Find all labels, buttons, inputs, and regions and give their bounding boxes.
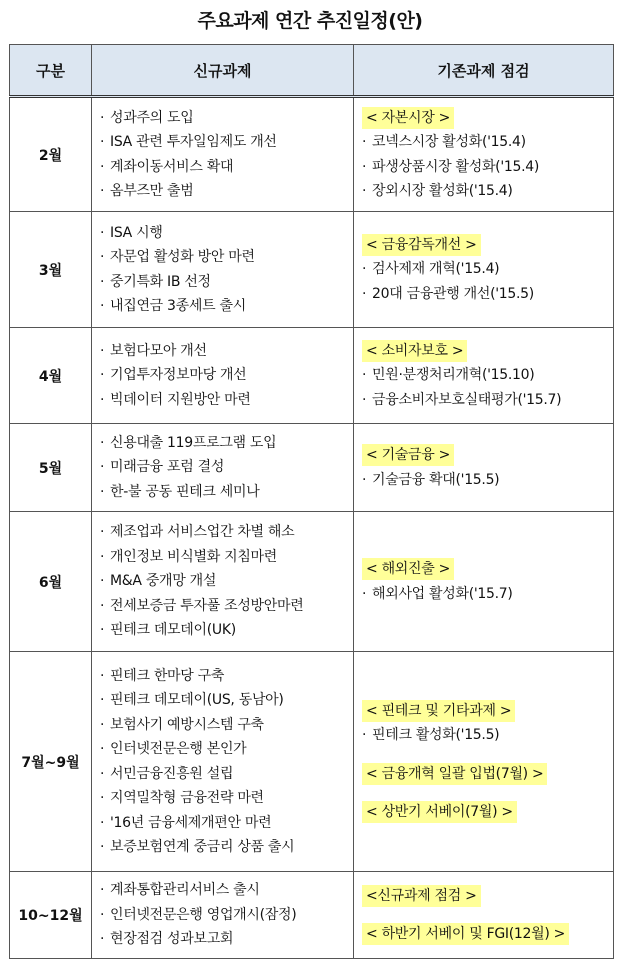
new-task-item (100, 270, 349, 295)
bullet-icon: · (100, 931, 105, 948)
new-tasks-cell (92, 97, 354, 212)
bullet-icon: · (100, 667, 105, 684)
month-cell: 6월 (10, 512, 92, 652)
new-task-text: 한-불 공동 핀테크 세미나 (110, 483, 260, 500)
table-row (10, 97, 614, 212)
bullet-icon: · (100, 524, 105, 541)
new-task-text: 보험다모아 개선 (110, 342, 207, 359)
bullet-icon: · (100, 814, 105, 831)
new-task-text: 핀테크 데모데이(UK) (110, 622, 236, 639)
review-heading-text: < 핀테크 및 기타과제 > (362, 700, 515, 722)
review-item (362, 179, 609, 204)
review-item-text: 코넥스시장 활성화('15.4) (372, 134, 526, 150)
review-item (362, 723, 609, 748)
new-task-text: 계좌이동서비스 확대 (110, 158, 234, 175)
review-item-text: 금융소비자보호실태평가('15.7) (372, 391, 562, 408)
new-task-text: 중기특화 IB 선정 (110, 273, 211, 290)
new-task-text: 보험사기 예방시스템 구축 (110, 716, 264, 733)
new-task-item (100, 388, 349, 413)
new-task-text: 인터넷전문은행 본인가 (110, 741, 247, 757)
bullet-icon: · (100, 109, 105, 126)
new-task-text: ISA 시행 (110, 224, 163, 241)
bullet-icon: · (100, 692, 105, 708)
table-row (10, 212, 614, 328)
new-task-item (100, 903, 349, 928)
review-cell (354, 328, 614, 424)
bullet-icon: · (362, 471, 367, 488)
review-extra-text: < 하반기 서베이 및 FGI(12월) > (362, 923, 569, 945)
review-heading-text: <신규과제 점검 > (362, 885, 481, 907)
bullet-icon: · (100, 483, 105, 500)
new-task-item (100, 569, 349, 594)
new-task-text: 성과주의 도입 (110, 109, 194, 126)
month-cell: 10~12월 (10, 872, 92, 959)
new-task-text: '16년 금융세제개편안 마련 (110, 814, 272, 831)
new-task-text: 서민금융진흥원 설립 (110, 765, 234, 782)
review-item (362, 363, 609, 388)
new-task-item (100, 339, 349, 364)
new-task-text: 핀테크 한마당 구축 (110, 667, 225, 684)
new-task-item (100, 520, 349, 545)
bullet-icon: · (100, 906, 105, 923)
table-row (10, 424, 614, 512)
spacer (362, 786, 609, 800)
new-task-item (100, 155, 349, 180)
new-task-item (100, 878, 349, 903)
new-task-text: 핀테크 데모데이(US, 동남아) (110, 692, 284, 708)
header-category: 구분 (10, 45, 92, 97)
header-existing-review: 기존과제 점검 (354, 45, 614, 97)
review-cell (354, 652, 614, 872)
new-task-item (100, 245, 349, 270)
bullet-icon: · (100, 459, 105, 476)
new-tasks-cell (92, 872, 354, 959)
review-cell (354, 97, 614, 212)
month-cell: 5월 (10, 424, 92, 512)
new-task-text: 옴부즈만 출범 (110, 183, 194, 199)
review-item-text: 검사제재 개혁('15.4) (372, 261, 500, 278)
bullet-icon: · (362, 727, 367, 743)
new-tasks-cell (92, 424, 354, 512)
review-item-text: 핀테크 활성화('15.5) (372, 727, 500, 743)
bullet-icon: · (100, 183, 105, 199)
bullet-icon: · (362, 391, 367, 408)
new-task-item (100, 363, 349, 388)
bullet-icon: · (362, 261, 367, 278)
new-task-text: 제조업과 서비스업간 차별 해소 (110, 524, 295, 541)
new-task-item (100, 737, 349, 762)
review-item (362, 388, 609, 413)
new-task-item (100, 130, 349, 155)
review-item (362, 582, 609, 607)
new-task-text: 계좌통합관리서비스 출시 (110, 882, 260, 899)
bullet-icon: · (100, 434, 105, 451)
new-task-item (100, 811, 349, 836)
new-task-text: 개인정보 비식별화 지침마련 (110, 548, 277, 565)
review-heading (362, 233, 609, 258)
new-task-text: 신용대출 119프로그램 도입 (110, 434, 277, 451)
month-cell: 3월 (10, 212, 92, 328)
new-task-text: 인터넷전문은행 영업개시(잠정) (110, 906, 297, 923)
new-task-text: 빅데이터 지원방안 마련 (110, 391, 251, 408)
table-header-row (10, 45, 614, 97)
review-item-text: 20대 금융관행 개선('15.5) (372, 285, 534, 302)
review-heading (362, 106, 609, 131)
bullet-icon: · (100, 273, 105, 290)
new-tasks-cell (92, 652, 354, 872)
bullet-icon: · (100, 882, 105, 899)
review-heading (362, 699, 609, 724)
review-item-text: 민원·분쟁처리개혁('15.10) (372, 367, 535, 384)
new-task-item (100, 688, 349, 713)
bullet-icon: · (100, 298, 105, 314)
review-cell (354, 212, 614, 328)
bullet-icon: · (100, 741, 105, 757)
bullet-icon: · (362, 585, 367, 602)
month-cell: 4월 (10, 328, 92, 424)
new-task-item (100, 786, 349, 811)
review-item-text: 장외시장 활성화('15.4) (372, 183, 513, 199)
new-task-item (100, 294, 349, 319)
bullet-icon: · (100, 158, 105, 175)
header-new-tasks: 신규과제 (92, 45, 354, 97)
review-heading (362, 557, 609, 582)
new-task-item (100, 545, 349, 570)
bullet-icon: · (362, 183, 367, 199)
review-heading (362, 443, 609, 468)
new-task-text: 보증보험연계 중금리 상품 출시 (110, 839, 295, 855)
schedule-table (9, 44, 614, 959)
new-task-text: 전세보증금 투자풀 조성방안마련 (110, 597, 304, 614)
review-item (362, 257, 609, 282)
review-item (362, 155, 609, 180)
new-task-text: ISA 관련 투자일임제도 개선 (110, 134, 277, 150)
new-task-text: 내집연금 3종세트 출시 (110, 298, 246, 314)
bullet-icon: · (362, 367, 367, 384)
new-task-item (100, 713, 349, 738)
new-task-item (100, 835, 349, 860)
review-heading-text: < 소비자보호 > (362, 340, 467, 362)
review-cell (354, 424, 614, 512)
new-task-item (100, 431, 349, 456)
bullet-icon: · (100, 839, 105, 855)
new-task-text: M&A 중개망 개설 (110, 573, 217, 590)
table-row (10, 872, 614, 959)
spacer (362, 748, 609, 762)
new-task-item (100, 221, 349, 246)
new-tasks-cell (92, 512, 354, 652)
bullet-icon: · (100, 597, 105, 614)
review-heading (362, 339, 609, 364)
new-task-item (100, 927, 349, 952)
new-task-item (100, 594, 349, 619)
review-extra-text: < 금융개혁 일괄 입법(7월) > (362, 763, 547, 785)
bullet-icon: · (362, 158, 367, 175)
review-extra-heading (362, 922, 609, 947)
bullet-icon: · (362, 285, 367, 302)
review-item-text: 해외사업 활성화('15.7) (372, 585, 513, 602)
bullet-icon: · (100, 367, 105, 384)
review-extra-heading (362, 800, 609, 825)
review-item (362, 468, 609, 493)
bullet-icon: · (362, 134, 367, 150)
bullet-icon: · (100, 548, 105, 565)
bullet-icon: · (100, 716, 105, 733)
new-task-text: 미래금융 포럼 결성 (110, 459, 225, 476)
review-heading-text: < 해외진출 > (362, 558, 454, 580)
new-task-item (100, 762, 349, 787)
bullet-icon: · (100, 790, 105, 806)
new-tasks-cell (92, 212, 354, 328)
review-item-text: 기술금융 확대('15.5) (372, 471, 500, 488)
review-heading-text: < 자본시장 > (362, 107, 454, 129)
bullet-icon: · (100, 622, 105, 639)
bullet-icon: · (100, 391, 105, 408)
spacer (362, 908, 609, 922)
table-row (10, 328, 614, 424)
review-cell (354, 512, 614, 652)
table-row (10, 512, 614, 652)
bullet-icon: · (100, 224, 105, 241)
new-task-item (100, 179, 349, 204)
new-tasks-cell (92, 328, 354, 424)
new-task-item (100, 480, 349, 505)
new-task-text: 지역밀착형 금융전략 마련 (110, 790, 264, 806)
review-cell (354, 872, 614, 959)
page-title: 주요과제 연간 추진일정(안) (197, 10, 423, 32)
review-item (362, 130, 609, 155)
new-task-text: 자문업 활성화 방안 마련 (110, 249, 255, 265)
bullet-icon: · (100, 573, 105, 590)
review-extra-heading (362, 762, 609, 787)
bullet-icon: · (100, 249, 105, 265)
table-row (10, 652, 614, 872)
new-task-item (100, 618, 349, 643)
new-task-item (100, 106, 349, 131)
new-task-text: 기업투자정보마당 개선 (110, 367, 247, 384)
new-task-text: 현장점검 성과보고회 (110, 931, 234, 948)
month-cell: 2월 (10, 97, 92, 212)
month-cell: 7월~9월 (10, 652, 92, 872)
review-item (362, 282, 609, 307)
review-heading-text: < 금융감독개선 > (362, 234, 481, 256)
review-heading (362, 884, 609, 909)
bullet-icon: · (100, 765, 105, 782)
new-task-item (100, 455, 349, 480)
bullet-icon: · (100, 134, 105, 150)
bullet-icon: · (100, 342, 105, 359)
review-extra-text: < 상반기 서베이(7월) > (362, 801, 517, 823)
new-task-item (100, 664, 349, 689)
review-heading-text: < 기술금융 > (362, 444, 454, 466)
review-item-text: 파생상품시장 활성화('15.4) (372, 158, 540, 175)
